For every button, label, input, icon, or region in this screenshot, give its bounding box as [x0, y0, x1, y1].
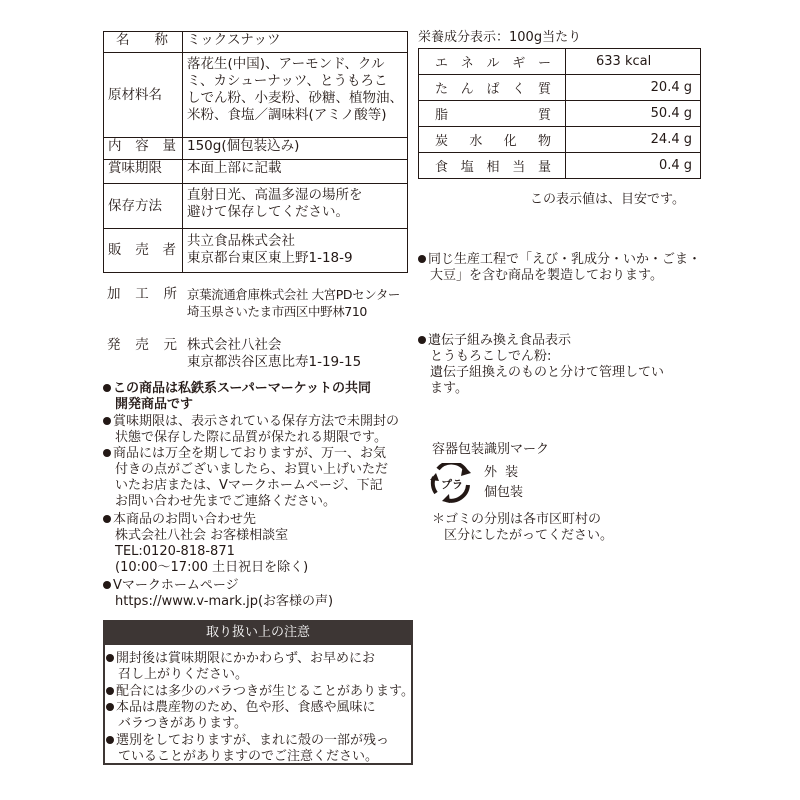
- bullet-icon: [103, 581, 111, 589]
- label-table: [103, 31, 408, 273]
- nutrition-row: [419, 49, 701, 75]
- bullet-icon: [418, 336, 426, 344]
- bullet-icon: [106, 736, 114, 744]
- bullet-icon: [106, 703, 114, 711]
- name-key: 名 称: [104, 32, 183, 53]
- caution-mix: 配合には多少のバラつきが生じることがあります。: [106, 684, 416, 700]
- svg-text:プラ: プラ: [441, 478, 463, 491]
- note-vmark: Vマークホームページ https://www.v-mark.jp(お客様の声): [103, 578, 413, 610]
- nutrition-row: [419, 127, 701, 153]
- nutrition-name: 脂 質: [419, 101, 566, 127]
- recycle-note: ＊ゴミの分別は各市区町村の 区分にしたがってください。: [432, 512, 614, 543]
- gmo-note: 遺伝子組み換え食品表示 とうもろこしでん粉: 遺伝子組換えのものと分けて管理してい ます。: [418, 333, 718, 397]
- distributor-row: [107, 337, 417, 371]
- ingredients-value: 落花生(中国)、アーモンド、クル ミ、カシューナッツ、とうもろこ しでん粉、小麦粉、砂糖、植物油、 米粉、食塩／調味料(アミノ酸等): [183, 53, 408, 138]
- seller-key: 販 売 者: [104, 229, 183, 273]
- content-key: 内 容 量: [104, 138, 183, 160]
- nutrition-value: 20.4 g: [566, 75, 701, 101]
- nutrition-value: 24.4 g: [566, 127, 701, 153]
- storage-key: 保存方法: [104, 184, 183, 229]
- nutrition-footnote: この表示値は、目安です。: [530, 192, 685, 207]
- bullet-icon: [103, 417, 111, 425]
- best-before-value: 本面上部に記載: [183, 160, 408, 184]
- nutrition-value: 633 kcal: [566, 49, 701, 75]
- note-private-brand: この商品は私鉄系スーパーマーケットの共同 開発商品です: [103, 381, 413, 413]
- bullet-icon: [106, 654, 114, 662]
- nutrition-value: 50.4 g: [566, 101, 701, 127]
- bullet-icon: [103, 384, 111, 392]
- recycle-title: 容器包装識別マーク: [432, 442, 550, 457]
- caution-agri: 本品は農産物のため、色や形、食感や風味に バラつきがあります。: [106, 700, 416, 732]
- processor-value: 京葉流通倉庫株式会社 大宮PDセンター 埼玉県さいたま市西区中野林710: [187, 287, 401, 319]
- recycle-inner: 個包装: [484, 485, 524, 500]
- nutrition-value: 0.4 g: [566, 153, 701, 179]
- nutrition-table: [418, 48, 701, 179]
- caution-open: 開封後は賞味期限にかかわらず、お早めにお 召し上がりください。: [106, 651, 416, 683]
- allergen-note: 同じ生産工程で「えび・乳成分・いか・ごま・ 大豆」を含む商品を製造しております。: [418, 252, 718, 284]
- best-before-key: 賞味期限: [104, 160, 183, 184]
- nutrition-name: た ん ぱ く 質: [419, 75, 566, 101]
- distributor-key: 発 売 元: [107, 337, 177, 353]
- bullet-icon: [103, 515, 111, 523]
- content-value: 150g(個包装込み): [183, 138, 408, 160]
- nutrition-name: 食 塩 相 当 量: [419, 153, 566, 179]
- storage-value: 直射日光、高温多湿の場所を 避けて保存してください。: [183, 184, 408, 229]
- bullet-icon: [103, 449, 111, 457]
- note-best-before: 賞味期限は、表示されている保存方法で未開封の 状態で保存した際に品質が保たれる期限です。: [103, 414, 413, 446]
- ingredients-key: 原材料名: [104, 53, 183, 138]
- bullet-icon: [106, 687, 114, 695]
- note-inquiry: 本商品のお問い合わせ先 株式会社八社会 お客様相談室 TEL:0120-818-871 (10:00〜17:00 土日祝日を除く): [103, 512, 413, 576]
- pla-recycle-icon: [430, 463, 474, 503]
- vmark-url: https://www.v-mark.jp(お客様の声): [115, 594, 334, 609]
- nutrition-row: [419, 153, 701, 179]
- nutrition-name: 炭 水 化 物: [419, 127, 566, 153]
- nutrition-row: [419, 75, 701, 101]
- seller-value: 共立食品株式会社 東京都台東区東上野1-18-9: [183, 229, 408, 273]
- recycle-outer: 外 装: [484, 465, 521, 480]
- nutrition-name: エ ネ ル ギ ー: [419, 49, 566, 75]
- distributor-value: 株式会社八社会 東京都渋谷区恵比寿1-19-15: [187, 337, 362, 370]
- name-value: ミックスナッツ: [183, 32, 408, 53]
- nutrition-row: [419, 101, 701, 127]
- note-contact-store: 商品には万全を期しておりますが、万一、お気 付きの点がございましたら、お買い上げいただ いたお店または、Vマークホームページ、下記 お問い合わせ先までご連絡ください。: [103, 446, 413, 510]
- processor-key: 加 工 所: [107, 286, 177, 302]
- nutrition-title: 栄養成分表示：100g当たり: [418, 30, 582, 45]
- processor-row: [107, 286, 417, 320]
- caution-shell: 選別をしておりますが、まれに殻の一部が残っ ていることがありますのでご注意ください。: [106, 733, 416, 765]
- bullet-icon: [418, 255, 426, 263]
- caution-title: 取り扱い上の注意: [103, 620, 413, 645]
